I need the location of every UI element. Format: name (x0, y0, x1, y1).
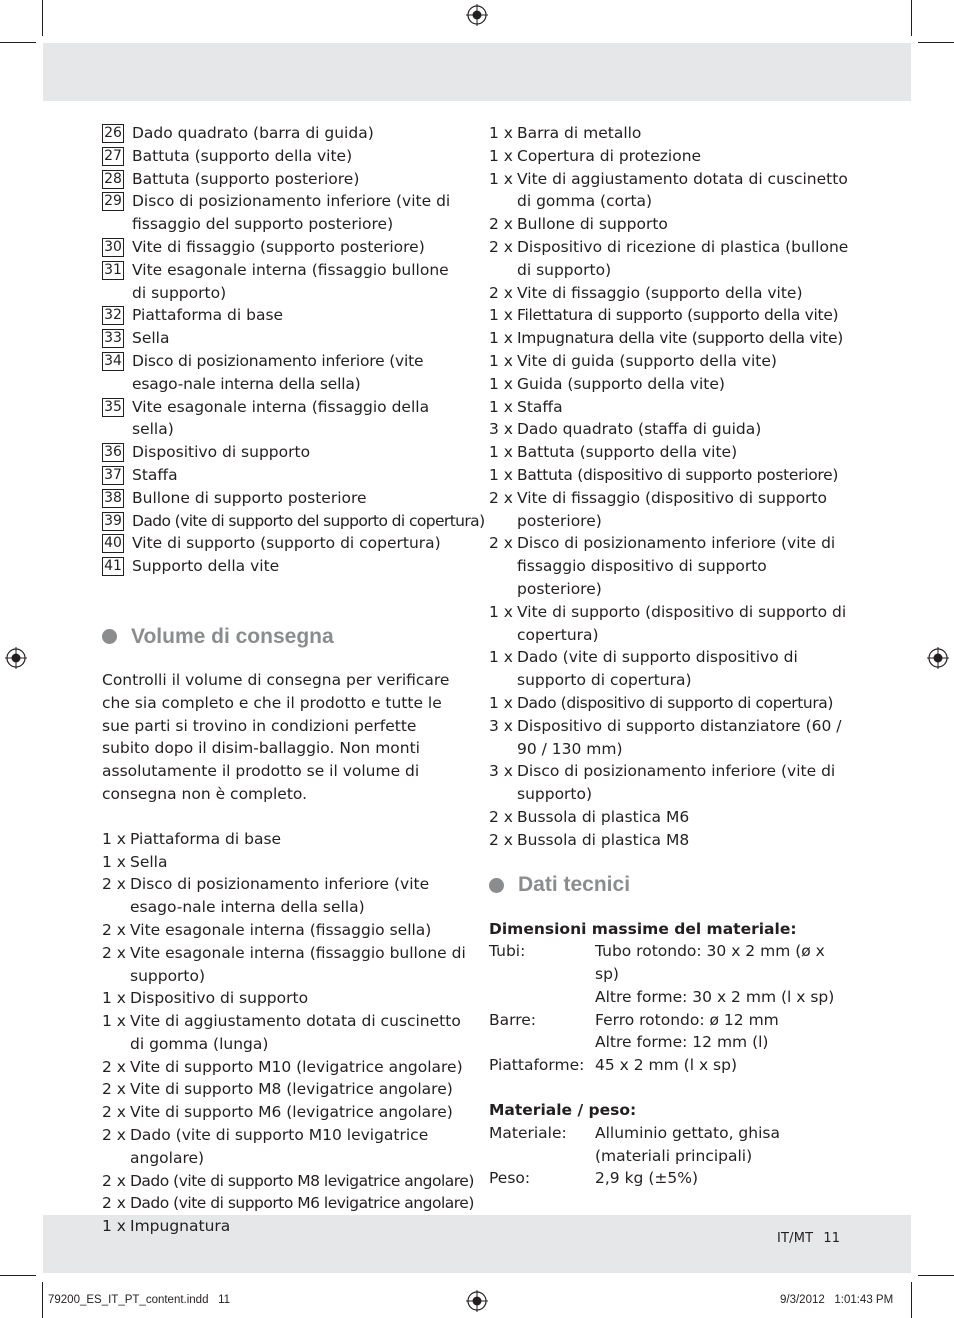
registration-mark-icon (466, 4, 488, 26)
item-text: Vite di fissaggio (supporto della vite) (517, 283, 803, 302)
dimensions-section (489, 918, 849, 1078)
delivery-item (102, 1124, 466, 1170)
item-qty: 3 x (489, 762, 513, 781)
item-text: Dispositivo di supporto (130, 989, 309, 1008)
item-text: Disco di posizionamento inferiore (vite di supporto) (517, 762, 836, 804)
item-qty: 2 x (489, 237, 513, 256)
delivery-item (102, 873, 466, 919)
delivery-item (489, 373, 849, 396)
registration-mark-icon (5, 647, 27, 669)
part-text: Disco di posizionamento inferiore (vite esago-nale interna della sella) (132, 351, 424, 393)
item-text: Dado (vite di supporto M8 levigatrice angolare) (130, 1171, 474, 1190)
part-number: 41 (102, 557, 124, 576)
item-qty: 2 x (489, 488, 513, 507)
delivery-item (489, 168, 849, 214)
delivery-item (102, 1101, 466, 1124)
delivery-item (489, 122, 849, 145)
part-text: Piattaforma di base (132, 306, 284, 325)
delivery-list-right (489, 122, 849, 852)
delivery-item (489, 441, 849, 464)
part-text: Vite esagonale interna (fissaggio bullone di supporto) (132, 260, 449, 302)
part-item (102, 464, 466, 487)
item-qty: 1 x (489, 146, 513, 165)
delivery-item (489, 464, 849, 487)
item-text: Dado (vite di supporto dispositivo di supporto di copertura) (517, 648, 798, 690)
item-text: Vite di supporto M8 (levigatrice angolare) (130, 1080, 453, 1099)
delivery-item (489, 646, 849, 692)
crop-mark (42, 0, 43, 36)
part-number: 37 (102, 466, 124, 485)
part-item (102, 532, 466, 555)
part-number: 28 (102, 170, 124, 189)
spec-value: Altre forme: 12 mm (l) (595, 1033, 769, 1052)
part-item (102, 487, 466, 510)
part-item (102, 396, 466, 442)
part-number: 33 (102, 329, 124, 348)
item-qty: 1 x (489, 602, 513, 621)
item-qty: 2 x (102, 875, 126, 894)
delivery-item (489, 760, 849, 806)
item-text: Vite esagonale interna (fissaggio sella) (130, 920, 432, 939)
spec-row (489, 1122, 849, 1168)
dimensions-title: Dimensioni massime del materiale: (489, 919, 797, 938)
item-qty: 1 x (489, 169, 513, 188)
item-text: Bullone di supporto (517, 215, 668, 234)
item-text: Dado (dispositivo di supporto di copertura) (517, 693, 834, 712)
tech-heading (489, 871, 849, 901)
left-column (102, 122, 485, 1238)
delivery-item (489, 304, 849, 327)
item-qty: 1 x (489, 329, 513, 348)
item-qty: 1 x (489, 397, 513, 416)
part-item (102, 441, 466, 464)
item-text: Piattaforma di base (130, 829, 282, 848)
delivery-item (489, 350, 849, 373)
spec-value: Tubo rotondo: 30 x 2 mm (ø x sp) (595, 942, 825, 984)
item-text: Vite di guida (supporto della vite) (517, 351, 777, 370)
item-text: Battuta (dispositivo di supporto posteriore) (517, 465, 839, 484)
delivery-heading-text: Volume di consegna (131, 624, 334, 648)
delivery-item (102, 1170, 474, 1193)
item-text: Battuta (supporto della vite) (517, 443, 738, 462)
part-item (102, 350, 466, 396)
spec-label: Tubi: (489, 942, 526, 961)
item-qty: 1 x (489, 648, 513, 667)
item-text: Barra di metallo (517, 124, 642, 142)
crop-mark (911, 0, 912, 36)
delivery-heading (102, 622, 466, 652)
delivery-item (102, 942, 466, 988)
part-number: 36 (102, 443, 124, 462)
spec-label: Piattaforme: (489, 1056, 585, 1075)
delivery-intro: Controlli il volume di consegna per verificare che sia completo e che il prodotto e tutte le sue parti si trovino in condizioni perfette subito dopo il disim-ballaggio. Non monti assolutamente il prodotto se il volume di consegna non è completo. (102, 670, 450, 803)
spec-value: Alluminio gettato, ghisa (materiali principali) (595, 1123, 780, 1165)
part-item (102, 327, 466, 350)
item-text: Filettatura di supporto (supporto della vite) (517, 306, 839, 325)
item-qty: 1 x (489, 124, 513, 142)
spec-label: Materiale: (489, 1123, 567, 1142)
part-number: 30 (102, 238, 124, 257)
part-number: 31 (102, 261, 124, 280)
delivery-item (102, 1056, 466, 1079)
item-text: Sella (130, 852, 168, 871)
delivery-item (102, 1010, 466, 1056)
delivery-item (489, 145, 849, 168)
item-text: Disco di posizionamento inferiore (vite di fissaggio dispositivo di supporto posteriore) (517, 534, 836, 598)
part-text: Supporto della vite (132, 557, 280, 576)
item-qty: 2 x (102, 1171, 126, 1190)
delivery-item (102, 919, 466, 942)
part-number: 32 (102, 306, 124, 325)
part-text: Bullone di supporto posteriore (132, 488, 367, 507)
part-item (102, 168, 466, 191)
delivery-item (102, 1192, 474, 1215)
material-title: Materiale / peso: (489, 1101, 637, 1120)
item-text: Vite di supporto M10 (levigatrice angolare) (130, 1057, 463, 1076)
item-text: Vite di supporto (dispositivo di supporto di copertura) (517, 602, 847, 644)
item-qty: 1 x (102, 989, 126, 1008)
item-qty: 2 x (102, 1057, 126, 1076)
part-item (102, 510, 485, 533)
spec-label: Peso: (489, 1169, 531, 1188)
spec-label: Barre: (489, 1010, 537, 1029)
item-text: Dispositivo di supporto distanziatore (60 / 90 / 130 mm) (517, 716, 842, 758)
item-qty: 1 x (102, 1217, 126, 1236)
item-qty: 2 x (102, 943, 126, 962)
item-qty: 2 x (102, 1126, 126, 1145)
part-text: Disco di posizionamento inferiore (vite di fissaggio del supporto posteriore) (132, 192, 451, 234)
delivery-item (489, 396, 849, 419)
footer-lang: IT/MT (777, 1231, 814, 1246)
part-item (102, 304, 466, 327)
item-text: Vite di supporto M6 (levigatrice angolare) (130, 1103, 453, 1122)
crop-mark (918, 1275, 954, 1276)
part-number: 39 (102, 512, 124, 531)
delivery-item (102, 1078, 466, 1101)
delivery-item (489, 692, 849, 715)
part-item (102, 555, 466, 578)
spec-row (489, 940, 849, 986)
crop-mark (0, 1275, 36, 1276)
part-item (102, 190, 466, 236)
delivery-item (489, 806, 849, 829)
spec-value: Altre forme: 30 x 2 mm (l x sp) (595, 987, 835, 1006)
part-text: Dado (vite di supporto del supporto di copertura) (132, 511, 485, 530)
header-band (43, 43, 911, 101)
item-text: Vite di fissaggio (dispositivo di supporto posteriore) (517, 488, 827, 530)
item-text: Bussola di plastica M8 (517, 830, 690, 849)
item-text: Guida (supporto della vite) (517, 374, 725, 393)
item-text: Bussola di plastica M6 (517, 807, 690, 826)
delivery-item (489, 715, 849, 761)
item-qty: 3 x (489, 716, 513, 735)
part-number: 38 (102, 489, 124, 508)
item-text: Staffa (517, 397, 563, 416)
item-qty: 1 x (489, 306, 513, 325)
item-qty: 2 x (102, 920, 126, 939)
item-qty: 1 x (489, 443, 513, 462)
bullet-icon (489, 878, 504, 893)
delivery-item (489, 487, 849, 533)
item-text: Disco di posizionamento inferiore (vite esago-nale interna della sella) (130, 875, 430, 917)
delivery-item (489, 327, 849, 350)
delivery-item (489, 418, 849, 441)
parts-list (102, 122, 485, 578)
slug-file: 79200_ES_IT_PT_content.indd 11 (48, 1294, 231, 1306)
spec-value: 45 x 2 mm (l x sp) (595, 1056, 738, 1075)
part-text: Vite esagonale interna (fissaggio della sella) (132, 397, 430, 439)
item-qty: 1 x (489, 374, 513, 393)
item-qty: 1 x (102, 852, 126, 871)
part-item (102, 145, 466, 168)
item-qty: 1 x (489, 465, 513, 484)
item-text: Vite esagonale interna (fissaggio bullone di supporto) (130, 943, 466, 985)
spec-label (489, 1031, 595, 1054)
item-qty: 3 x (489, 420, 513, 439)
crop-mark (918, 42, 954, 43)
delivery-item (102, 1215, 466, 1238)
item-text: Copertura di protezione (517, 146, 702, 165)
spec-value: Ferro rotondo: ø 12 mm (595, 1010, 779, 1029)
item-text: Vite di aggiustamento dotata di cuscinetto di gomma (corta) (517, 169, 848, 211)
spec-row (489, 1031, 849, 1054)
part-text: Dado quadrato (barra di guida) (132, 124, 374, 142)
delivery-item (489, 282, 849, 305)
part-text: Staffa (132, 465, 178, 484)
part-text: Sella (132, 329, 170, 348)
page-footer (777, 1231, 840, 1246)
page-number: 11 (823, 1231, 841, 1246)
material-section (489, 1099, 849, 1190)
slug-date: 9/3/2012 1:01:43 PM (780, 1294, 894, 1306)
spec-value: 2,9 kg (±5%) (595, 1169, 698, 1188)
crop-mark (42, 1282, 43, 1318)
item-qty: 2 x (489, 283, 513, 302)
delivery-list-left (102, 828, 474, 1238)
delivery-item (489, 532, 849, 600)
delivery-item (489, 236, 849, 282)
tech-heading-text: Dati tecnici (518, 873, 631, 897)
item-text: Dado (vite di supporto M10 levigatrice angolare) (130, 1126, 429, 1167)
delivery-item (489, 213, 849, 236)
registration-mark-icon (466, 1290, 488, 1312)
delivery-item (102, 987, 466, 1010)
crop-mark (0, 42, 36, 43)
item-qty: 1 x (102, 1012, 126, 1031)
part-item (102, 122, 466, 145)
delivery-item (489, 829, 849, 852)
item-qty: 2 x (102, 1194, 126, 1213)
crop-mark (911, 1282, 912, 1318)
part-text: Battuta (supporto posteriore) (132, 169, 360, 188)
part-number: 26 (102, 124, 124, 143)
item-qty: 2 x (102, 1080, 126, 1099)
item-text: Vite di aggiustamento dotata di cuscinetto di gomma (lunga) (130, 1012, 461, 1053)
item-qty: 1 x (102, 829, 126, 848)
item-text: Dado (vite di supporto M6 levigatrice angolare) (130, 1194, 474, 1213)
spec-row (489, 986, 849, 1009)
part-number: 34 (102, 352, 124, 371)
delivery-item (102, 828, 466, 851)
part-number: 40 (102, 534, 124, 553)
spec-row (489, 1009, 849, 1032)
part-text: Vite di supporto (supporto di copertura) (132, 534, 441, 553)
part-item (102, 259, 466, 305)
item-qty: 2 x (489, 807, 513, 826)
item-text: Dispositivo di ricezione di plastica (bullone di supporto) (517, 237, 849, 279)
item-qty: 2 x (489, 830, 513, 849)
item-text: Impugnatura (130, 1217, 231, 1236)
item-text: Impugnatura della vite (supporto della vite) (517, 329, 843, 348)
spec-label (489, 986, 595, 1009)
spec-row (489, 1167, 849, 1190)
spec-row (489, 1054, 849, 1077)
delivery-item (102, 851, 466, 874)
bullet-icon (102, 629, 117, 644)
item-qty: 1 x (489, 351, 513, 370)
part-number: 27 (102, 147, 124, 166)
part-number: 29 (102, 192, 124, 211)
item-text: Dado quadrato (staffa di guida) (517, 420, 762, 439)
item-qty: 1 x (489, 693, 513, 712)
registration-mark-icon (927, 647, 949, 669)
item-qty: 2 x (102, 1103, 126, 1122)
item-qty: 2 x (489, 534, 513, 553)
item-qty: 2 x (489, 215, 513, 234)
part-text: Vite di fissaggio (supporto posteriore) (132, 237, 425, 256)
right-column (489, 122, 849, 1190)
part-number: 35 (102, 398, 124, 417)
part-item (102, 236, 466, 259)
delivery-item (489, 601, 849, 647)
part-text: Battuta (supporto della vite) (132, 146, 353, 165)
part-text: Dispositivo di supporto (132, 443, 311, 462)
